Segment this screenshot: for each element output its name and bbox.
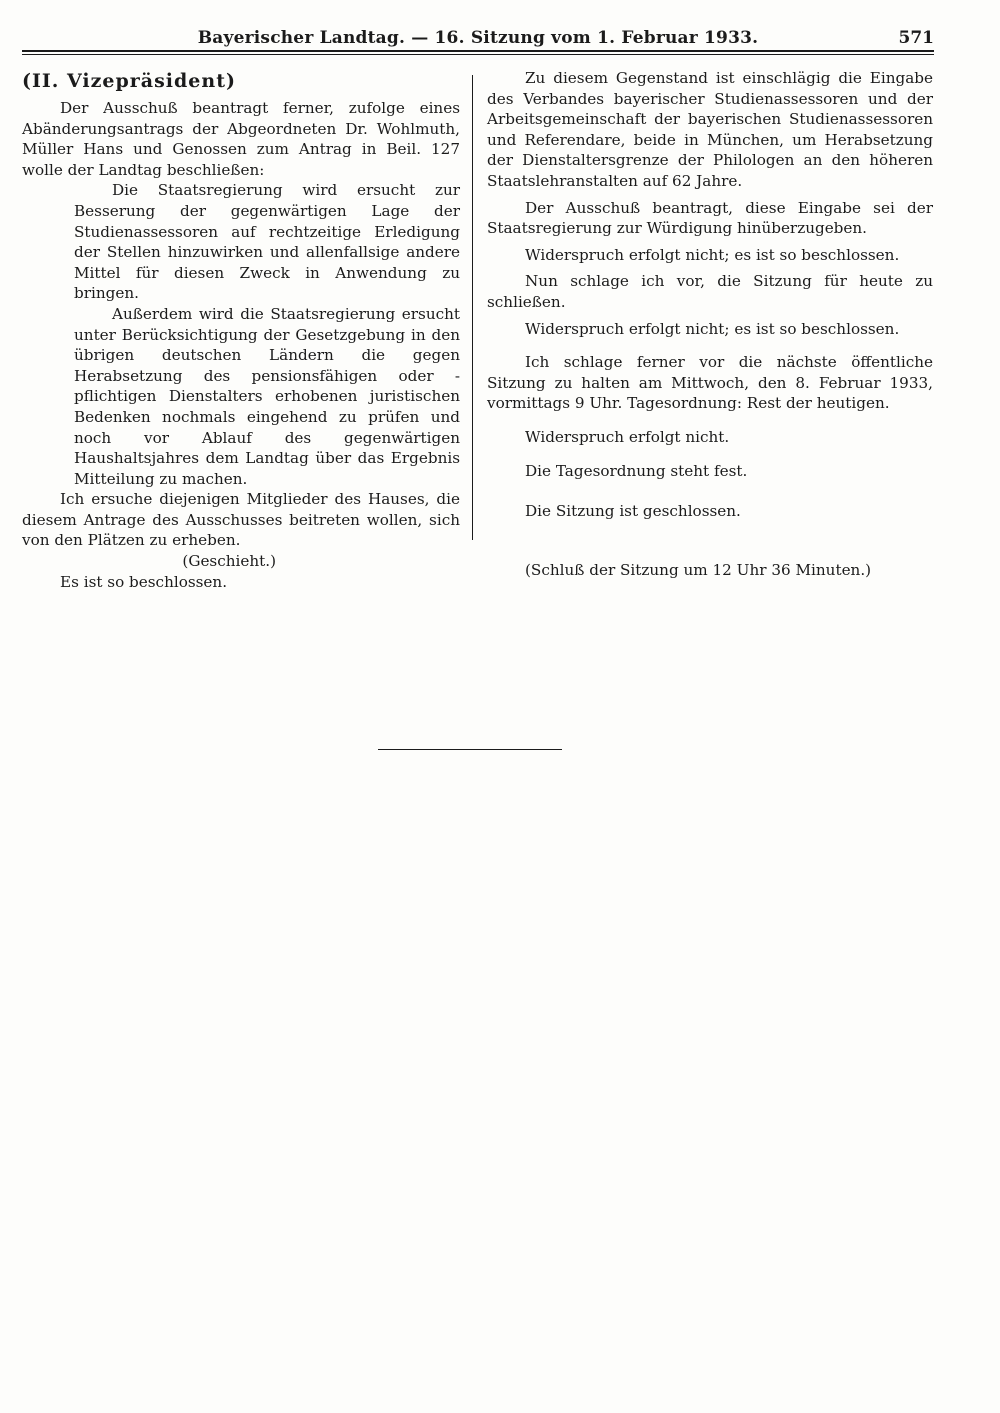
right-paragraph-10: (Schluß der Sitzung um 12 Uhr 36 Minuten.) xyxy=(525,560,872,579)
left-paragraph-6: Es ist so beschlossen. xyxy=(60,572,228,591)
right-column xyxy=(487,68,933,580)
header-rule xyxy=(22,50,934,55)
section-heading: (II. Vizepräsident) xyxy=(22,70,236,92)
left-paragraph-2: Die Staatsregierung wird ersucht zur Besserung der gegenwärtigen Lage der Studienassessoren auf rechtzeitige Erledigung der Stellen hinzuwirken und allenfallsige andere Mittel für diesen Zweck in Anwendung zu bringen. xyxy=(74,181,460,303)
running-title: Bayerischer Landtag. — 16. Sitzung vom 1. Februar 1933. xyxy=(197,28,759,48)
left-paragraph-5: (Geschieht.) xyxy=(182,552,276,571)
right-paragraph-3: Widerspruch erfolgt nicht; es ist so beschlossen. xyxy=(525,245,900,264)
column-divider xyxy=(472,75,473,540)
right-paragraph-9: Die Sitzung ist geschlossen. xyxy=(525,502,741,521)
right-paragraph-7: Widerspruch erfolgt nicht. xyxy=(525,427,730,446)
right-paragraph-5: Widerspruch erfolgt nicht; es ist so beschlossen. xyxy=(525,319,900,338)
right-paragraph-2: Der Ausschuß beantragt, diese Eingabe sei der Staatsregierung zur Würdigung hinüberzugeben. xyxy=(487,198,933,238)
left-paragraph-3: Außerdem wird die Staatsregierung ersucht unter Berücksichtigung der Gesetzgebung in den übrigen deutschen Ländern die gegen Herabsetzung des pensionsfähigen oder -pflichtigen Dienstalters erhobenen juristischen Bedenken nochmals eingehend zu prüfen und noch vor Ablauf des gegenwärtigen Haushaltsjahres dem Landtag über das Ergebnis Mitteilung zu machen. xyxy=(74,304,460,488)
right-paragraph-6: Ich schlage ferner vor die nächste öffentliche Sitzung zu halten am Mittwoch, den 8. Februar 1933, vormittags 9 Uhr. Tagesordnung: Rest der heutigen. xyxy=(487,353,933,413)
left-column xyxy=(22,68,460,592)
left-paragraph-4: Ich ersuche diejenigen Mitglieder des Hauses, die diesem Antrage des Ausschusses beitreten wollen, sich von den Plätzen zu erheben. xyxy=(22,490,460,550)
end-rule xyxy=(378,749,562,750)
right-paragraph-1: Zu diesem Gegenstand ist einschlägig die Eingabe des Verbandes bayerischer Studienassessoren und der Arbeitsgemeinschaft der bayerischen Studienassessoren und Referendare, beide in München, um Herabsetzung der Dienstaltersgrenze der Philologen an den höheren Staatslehranstalten auf 62 Jahre. xyxy=(487,69,933,190)
right-paragraph-8: Die Tagesordnung steht fest. xyxy=(525,461,748,480)
right-paragraph-4: Nun schlage ich vor, die Sitzung für heute zu schließen. xyxy=(487,272,933,311)
left-paragraph-1: Der Ausschuß beantragt ferner, zufolge eines Abänderungsantrags der Abgeordneten Dr. Wohlmuth, Müller Hans und Genossen zum Antrag in Beil. 127 wolle der Landtag beschließen: xyxy=(22,99,460,179)
page-header xyxy=(22,28,934,50)
page-number: 571 xyxy=(898,28,934,48)
